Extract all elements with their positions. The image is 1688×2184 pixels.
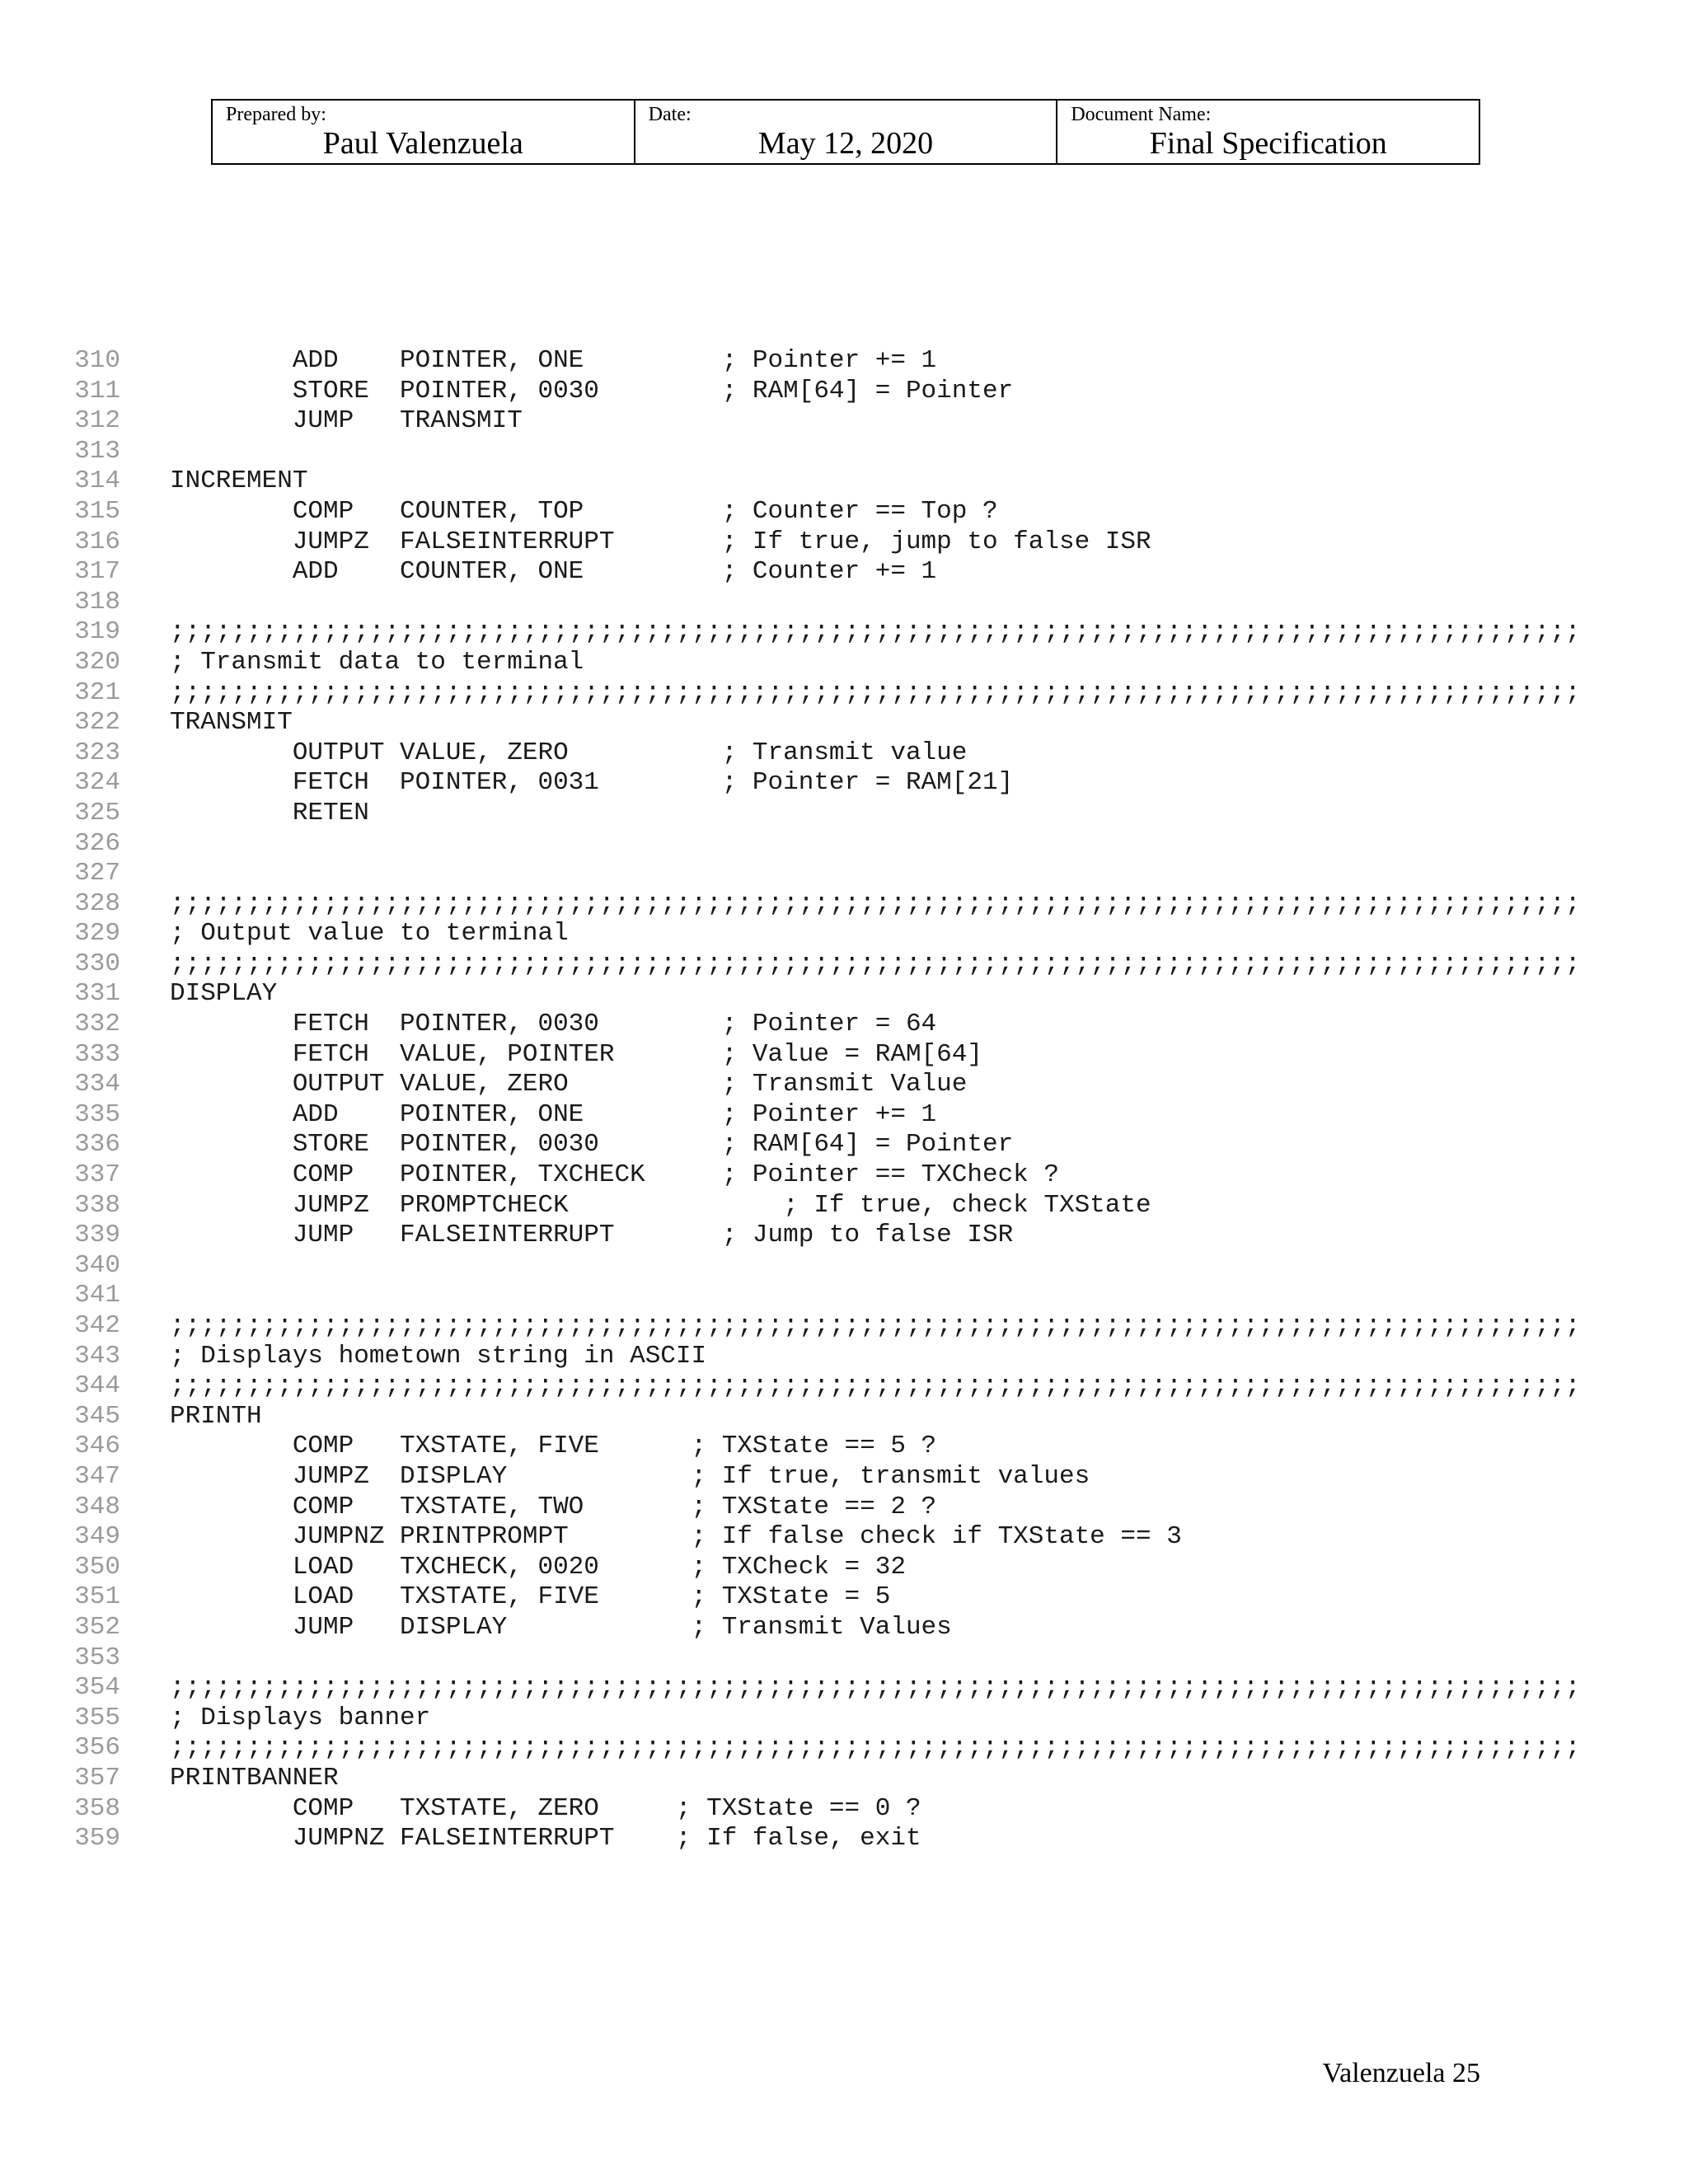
code-line: [0, 437, 1688, 467]
line-number: 359: [74, 1824, 120, 1854]
line-number: 350: [74, 1552, 120, 1582]
line-number: 341: [74, 1281, 120, 1310]
code-line: [0, 1100, 1688, 1131]
date-value: May 12, 2020: [757, 126, 934, 161]
code-text: ;;;;;;;;;;;;;;;;;;;;;;;;;;;;;;;;;;;;;;;;;;;;;;;;;;;;;;;;;;;;;;;;;;;;;;;;;;;;;;;;;;;;;;;;;;;;: [170, 949, 1581, 978]
code-text: ; Displays banner: [170, 1703, 431, 1732]
line-number: 345: [74, 1401, 120, 1431]
line-number: 348: [74, 1492, 120, 1521]
code-text: JUMPZ FALSEINTERRUPT ; If true, jump to false ISR: [170, 527, 1151, 556]
line-number: 332: [74, 1010, 120, 1039]
code-line: [0, 1733, 1688, 1764]
code-text: JUMP TRANSMIT: [170, 406, 523, 436]
code-text: LOAD TXCHECK, 0020 ; TXCheck = 32: [170, 1552, 906, 1582]
code-text: JUMPNZ FALSEINTERRUPT ; If false, exit: [170, 1824, 921, 1854]
code-text: OUTPUT VALUE, ZERO ; Transmit value: [170, 738, 968, 767]
code-text: JUMPZ PROMPTCHECK ; If true, check TXState: [170, 1190, 1151, 1220]
code-text: DISPLAY: [170, 979, 278, 1009]
code-text: COMP POINTER, TXCHECK ; Pointer == TXCheck ?: [170, 1160, 1059, 1190]
code-line: [0, 497, 1688, 527]
line-number: 346: [74, 1432, 120, 1461]
code-line: [0, 1371, 1688, 1402]
code-line: [0, 1673, 1688, 1704]
line-number: 318: [74, 587, 120, 616]
line-number: 327: [74, 859, 120, 888]
code-line: [0, 1251, 1688, 1282]
code-line: [0, 1070, 1688, 1100]
code-text: RETEN: [170, 798, 369, 827]
code-text: ; Displays hometown string in ASCII: [170, 1341, 707, 1371]
document-header-table: [211, 99, 1480, 165]
code-line: [0, 1010, 1688, 1040]
line-number: 322: [74, 708, 120, 738]
code-line: [0, 1613, 1688, 1643]
document-name-label: Document Name:: [1071, 104, 1212, 125]
code-line: [0, 708, 1688, 738]
line-number: 330: [74, 949, 120, 978]
code-text: FETCH POINTER, 0030 ; Pointer = 64: [170, 1010, 937, 1039]
line-number: 311: [74, 376, 120, 405]
code-line: [0, 1221, 1688, 1251]
code-text: LOAD TXSTATE, FIVE ; TXState = 5: [170, 1582, 891, 1612]
code-line: [0, 1462, 1688, 1493]
code-line: [0, 678, 1688, 709]
line-number: 324: [74, 768, 120, 798]
line-number: 357: [74, 1763, 120, 1793]
line-number: 314: [74, 466, 120, 496]
code-line: [0, 1643, 1688, 1674]
line-number: 355: [74, 1703, 120, 1732]
code-text: JUMP DISPLAY ; Transmit Values: [170, 1612, 952, 1642]
code-line: [0, 1704, 1688, 1734]
code-line: [0, 557, 1688, 588]
line-number: 358: [74, 1793, 120, 1823]
code-text: PRINTH: [170, 1401, 262, 1431]
line-number: 351: [74, 1582, 120, 1612]
line-number: 315: [74, 496, 120, 526]
code-line: [0, 829, 1688, 860]
line-number: 313: [74, 436, 120, 466]
code-line: [0, 859, 1688, 889]
code-line: [0, 1824, 1688, 1854]
code-text: JUMPNZ PRINTPROMPT ; If false check if TXState == 3: [170, 1522, 1182, 1552]
code-text: COMP TXSTATE, TWO ; TXState == 2 ?: [170, 1492, 937, 1521]
line-number: 352: [74, 1612, 120, 1642]
line-number: 325: [74, 798, 120, 827]
code-line: [0, 889, 1688, 920]
code-text: ADD COUNTER, ONE ; Counter += 1: [170, 557, 937, 587]
document-name-cell: [1057, 101, 1479, 163]
code-line: [0, 1764, 1688, 1794]
line-number: 323: [74, 738, 120, 767]
code-line: [0, 377, 1688, 407]
code-text: ;;;;;;;;;;;;;;;;;;;;;;;;;;;;;;;;;;;;;;;;;;;;;;;;;;;;;;;;;;;;;;;;;;;;;;;;;;;;;;;;;;;;;;;;;;;;: [170, 888, 1581, 918]
code-text: TRANSMIT: [170, 708, 293, 738]
prepared-by-label: Prepared by:: [226, 104, 326, 125]
line-number: 335: [74, 1099, 120, 1129]
prepared-by-value: Paul Valenzuela: [322, 126, 523, 161]
code-text: COMP TXSTATE, ZERO ; TXState == 0 ?: [170, 1793, 921, 1823]
line-number: 316: [74, 527, 120, 556]
line-number: 349: [74, 1522, 120, 1552]
code-text: ;;;;;;;;;;;;;;;;;;;;;;;;;;;;;;;;;;;;;;;;;;;;;;;;;;;;;;;;;;;;;;;;;;;;;;;;;;;;;;;;;;;;;;;;;;;;: [170, 1371, 1581, 1401]
code-text: ; Output value to terminal: [170, 919, 569, 949]
line-number: 310: [74, 346, 120, 375]
code-text: OUTPUT VALUE, ZERO ; Transmit Value: [170, 1070, 968, 1099]
code-text: JUMPZ DISPLAY ; If true, transmit values: [170, 1461, 1090, 1491]
code-line: [0, 1402, 1688, 1432]
code-line: [0, 1281, 1688, 1311]
code-text: FETCH VALUE, POINTER ; Value = RAM[64]: [170, 1039, 982, 1069]
code-line: [0, 1160, 1688, 1191]
code-text: ;;;;;;;;;;;;;;;;;;;;;;;;;;;;;;;;;;;;;;;;;;;;;;;;;;;;;;;;;;;;;;;;;;;;;;;;;;;;;;;;;;;;;;;;;;;;: [170, 677, 1581, 707]
code-line: [0, 1522, 1688, 1553]
line-number: 344: [74, 1371, 120, 1401]
line-number: 338: [74, 1190, 120, 1220]
prepared-by-cell: [213, 101, 635, 163]
line-number: 340: [74, 1250, 120, 1280]
line-number: 337: [74, 1160, 120, 1190]
page-number: Valenzuela 25: [1322, 2058, 1480, 2088]
line-number: 312: [74, 406, 120, 436]
line-number: 336: [74, 1130, 120, 1160]
line-number: 339: [74, 1221, 120, 1250]
line-number: 329: [74, 919, 120, 949]
code-line: [0, 1794, 1688, 1825]
code-text: ADD POINTER, ONE ; Pointer += 1: [170, 346, 937, 375]
line-number: 320: [74, 647, 120, 677]
line-number: 342: [74, 1311, 120, 1340]
code-text: ADD POINTER, ONE ; Pointer += 1: [170, 1099, 937, 1129]
code-text: COMP TXSTATE, FIVE ; TXState == 5 ?: [170, 1432, 937, 1461]
code-line: [0, 588, 1688, 618]
code-line: [0, 1311, 1688, 1342]
code-line: [0, 466, 1688, 497]
line-number: 319: [74, 617, 120, 647]
code-text: ;;;;;;;;;;;;;;;;;;;;;;;;;;;;;;;;;;;;;;;;;;;;;;;;;;;;;;;;;;;;;;;;;;;;;;;;;;;;;;;;;;;;;;;;;;;;: [170, 617, 1581, 647]
code-line: [0, 738, 1688, 769]
code-text: ;;;;;;;;;;;;;;;;;;;;;;;;;;;;;;;;;;;;;;;;;;;;;;;;;;;;;;;;;;;;;;;;;;;;;;;;;;;;;;;;;;;;;;;;;;;;: [170, 1733, 1581, 1763]
line-number: 317: [74, 557, 120, 587]
code-line: [0, 1493, 1688, 1523]
line-number: 356: [74, 1733, 120, 1763]
line-number: 328: [74, 888, 120, 918]
code-text: ;;;;;;;;;;;;;;;;;;;;;;;;;;;;;;;;;;;;;;;;;;;;;;;;;;;;;;;;;;;;;;;;;;;;;;;;;;;;;;;;;;;;;;;;;;;;: [170, 1673, 1581, 1703]
line-number: 334: [74, 1070, 120, 1099]
code-text: COMP COUNTER, TOP ; Counter == Top ?: [170, 496, 998, 526]
code-line: [0, 799, 1688, 829]
code-line: [0, 1432, 1688, 1462]
code-line: [0, 346, 1688, 377]
code-text: STORE POINTER, 0030 ; RAM[64] = Pointer: [170, 376, 1014, 405]
code-text: ; Transmit data to terminal: [170, 647, 584, 677]
code-line: [0, 979, 1688, 1010]
code-line: [0, 1342, 1688, 1372]
code-text: FETCH POINTER, 0031 ; Pointer = RAM[21]: [170, 768, 1014, 798]
code-text: STORE POINTER, 0030 ; RAM[64] = Pointer: [170, 1130, 1014, 1160]
code-line: [0, 1553, 1688, 1583]
line-number: 331: [74, 979, 120, 1009]
code-text: JUMP FALSEINTERRUPT ; Jump to false ISR: [170, 1221, 1014, 1250]
code-text: PRINTBANNER: [170, 1763, 339, 1793]
line-number: 326: [74, 828, 120, 858]
line-number: 343: [74, 1341, 120, 1371]
code-listing: [0, 346, 1688, 1854]
line-number: 347: [74, 1461, 120, 1491]
code-line: [0, 1191, 1688, 1221]
date-label: Date:: [648, 104, 692, 125]
line-number: 354: [74, 1673, 120, 1703]
code-line: [0, 406, 1688, 437]
code-line: [0, 1130, 1688, 1160]
document-name-value: Final Specification: [1149, 126, 1387, 161]
code-line: [0, 919, 1688, 949]
date-cell: [635, 101, 1058, 163]
code-text: ;;;;;;;;;;;;;;;;;;;;;;;;;;;;;;;;;;;;;;;;;;;;;;;;;;;;;;;;;;;;;;;;;;;;;;;;;;;;;;;;;;;;;;;;;;;;: [170, 1311, 1581, 1340]
line-number: 353: [74, 1643, 120, 1672]
code-line: [0, 949, 1688, 980]
code-line: [0, 648, 1688, 678]
code-line: [0, 617, 1688, 648]
line-number: 321: [74, 677, 120, 707]
code-line: [0, 1582, 1688, 1613]
code-line: [0, 527, 1688, 558]
line-number: 333: [74, 1039, 120, 1069]
code-line: [0, 768, 1688, 799]
code-line: [0, 1040, 1688, 1071]
code-text: INCREMENT: [170, 466, 308, 496]
